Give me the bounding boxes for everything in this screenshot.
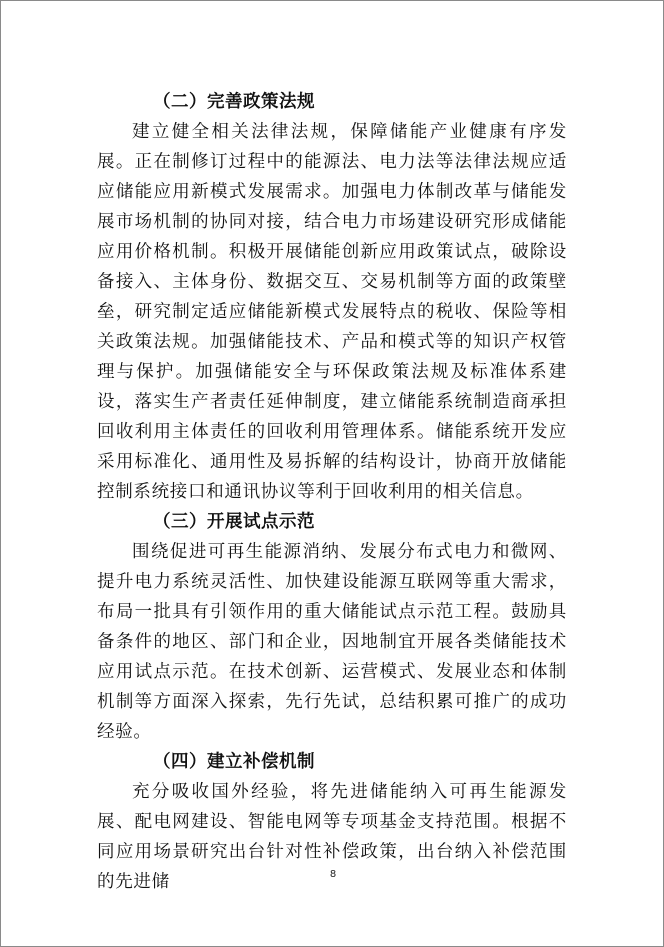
document-body <box>97 87 567 897</box>
section-heading-pilot-demonstration: （三）开展试点示范 <box>153 512 315 532</box>
page-number: 8 <box>329 869 337 880</box>
section-paragraph-improve-policies: 建立健全相关法律法规，保障储能产业健康有序发展。正在制修订过程中的能源法、电力法等法律法规应适应储能应用新模式发展需求。加强电力体制改革与储能发展市场机制的协同对接，结合电力市场建设研究形成储能应用价格机制。积极开展储能创新应用政策试点，破除设备接入、主体身份、数据交互、交易机制等方面的政策壁垒，研究制定适应储能新模式发展特点的税收、保险等相关政策法规。加强储能技术、产品和模式等的知识产权管理与保护。加强储能安全与环保政策法规及标准体系建设，落实生产者责任延伸制度，建立储能系统制造商承担回收利用主体责任的回收利用管理体系。储能系统开发应采用标准化、通用性及易拆解的结构设计，协商开放储能控制系统接口和通讯协议等利于回收利用的相关信息。 <box>97 122 567 502</box>
section-heading-improve-policies: （二）完善政策法规 <box>153 92 315 112</box>
section-paragraph-pilot-demonstration: 围绕促进可再生能源消纳、发展分布式电力和微网、提升电力系统灵活性、加快建设能源互联网等重大需求，布局一批具有引领作用的重大储能试点示范工程。鼓励具备条件的地区、部门和企业，因地制宜开展各类储能技术应用试点示范。在技术创新、运营模式、发展业态和体制机制等方面深入探索，先行先试，总结积累可推广的成功经验。 <box>97 542 567 742</box>
section-paragraph-compensation-mechanism: 充分吸收国外经验，将先进储能纳入可再生能源发展、配电网建设、智能电网等专项基金支持范围。根据不同应用场景研究出台针对性补偿政策，出台纳入补偿范围的先进储 <box>97 782 567 892</box>
section-heading-compensation-mechanism: （四）建立补偿机制 <box>153 752 315 772</box>
